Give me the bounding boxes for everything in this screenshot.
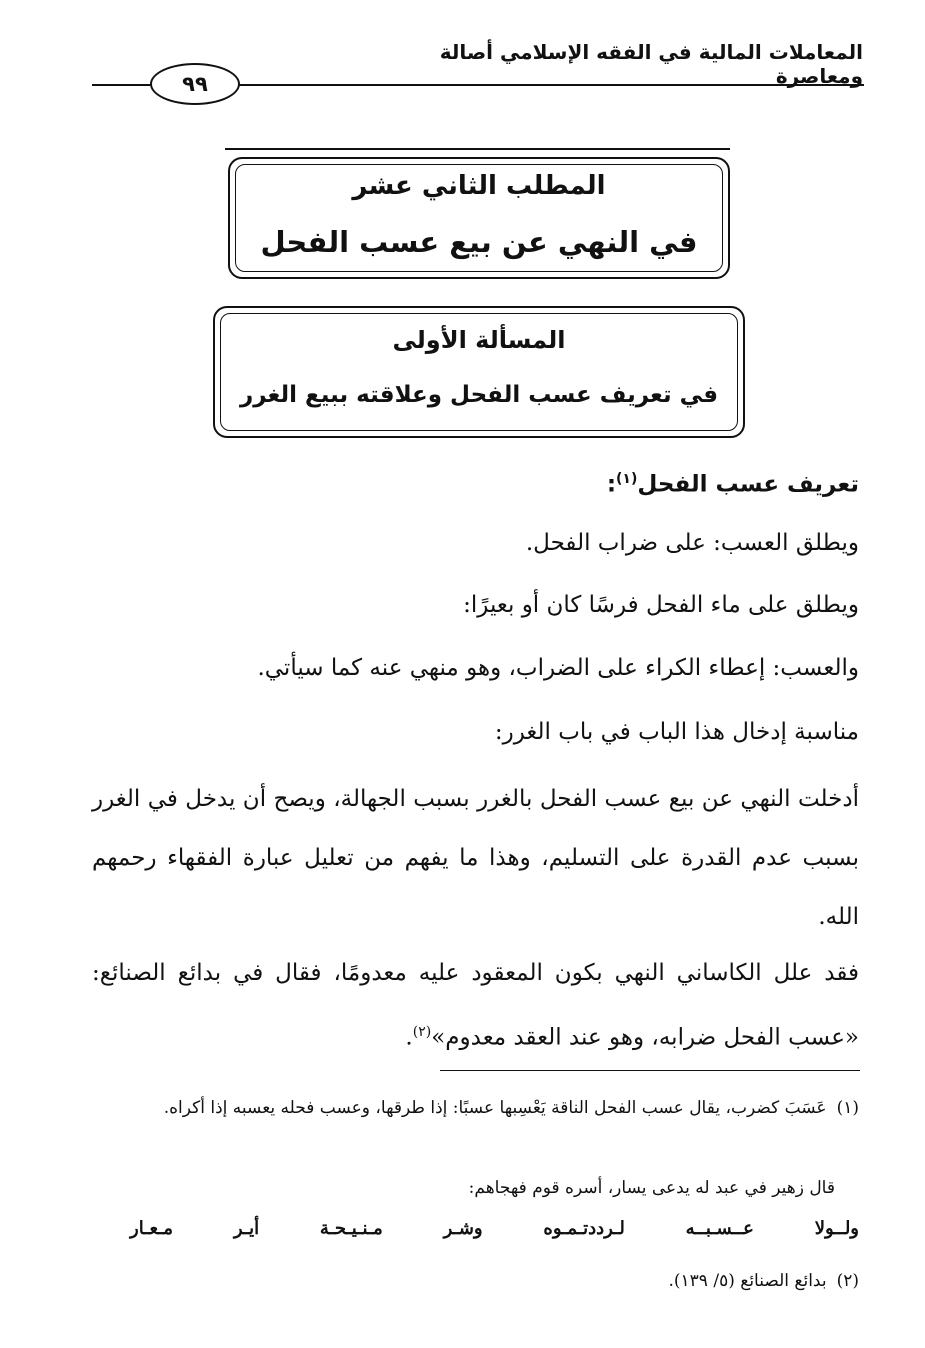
issue-title-line1: المسألة الأولى <box>392 326 566 354</box>
poem-word: ولــولا <box>814 1218 859 1239</box>
poem-word: مـنـيـحـة <box>319 1218 383 1239</box>
poem-word: أيـر <box>233 1218 260 1239</box>
poem-verse <box>130 1218 859 1239</box>
footnote-rule <box>440 1070 860 1071</box>
body-line-1: ويطلق العسب: على ضراب الفحل. <box>525 530 859 556</box>
poem-word: مـعـار <box>130 1218 174 1239</box>
footnote-ref-2: (٢) <box>412 1024 432 1040</box>
section-title-line1: المطلب الثاني عشر <box>352 171 606 201</box>
poem-word: لـرددتـمـوه <box>543 1218 625 1239</box>
section-title-frame <box>228 157 730 279</box>
page-number: ٩٩ <box>150 63 240 105</box>
footnote-1-text: عَسَبَ كضرب، يقال عسب الفحل الناقة يَعْسِبها عسبًا: إذا طرقها، وعسب فحله يعسبه إذا أكراه. <box>163 1098 827 1118</box>
issue-title-line2: في تعريف عسب الفحل وعلاقته ببيع الغرر <box>239 382 718 408</box>
footnote-2 <box>92 1265 859 1297</box>
body-line-2: ويطلق على ماء الفحل فرسًا كان أو بعيرًا: <box>463 592 859 618</box>
poem-word: عــسـبــه <box>685 1218 754 1239</box>
footnote-2-text: بدائع الصنائع (٥/ ١٣٩). <box>668 1271 827 1291</box>
section-title-line2: في النهي عن بيع عسب الفحل <box>260 225 698 259</box>
paragraph-2-end: . <box>405 1024 413 1051</box>
footnote-1-verse-intro: قال زهير في عبد له يدعى يسار، أسره قوم فهجاهم: <box>468 1178 835 1198</box>
body-line-4: مناسبة إدخال هذا الباب في باب الغرر: <box>494 719 859 745</box>
paragraph-2 <box>92 944 859 1068</box>
running-title: المعاملات المالية في الفقه الإسلامي أصالة ومعاصرة <box>439 40 863 88</box>
footnote-ref-1: (١) <box>616 471 638 487</box>
footnote-1-label: (١) <box>836 1098 859 1118</box>
issue-title-frame <box>213 306 745 438</box>
paragraph-2-text: فقد علل الكاساني النهي بكون المعقود عليه معدومًا، فقال في بدائع الصنائع: «عسب الفحل ضرابه، وهو عند العقد معدوم» <box>92 960 859 1051</box>
footnote-2-label: (٢) <box>836 1271 859 1291</box>
footnote-1 <box>92 1092 859 1124</box>
title-top-rule <box>225 148 730 150</box>
paragraph-1: أدخلت النهي عن بيع عسب الفحل بالغرر بسبب الجهالة، ويصح أن يدخل في الغرر بسبب عدم القدرة على التسليم، وهذا ما يفهم من تعليل عبارة الفقهاء رحمهم الله. <box>92 786 859 930</box>
definition-heading <box>607 462 859 502</box>
body-line-3: والعسب: إعطاء الكراء على الضراب، وهو منهي عنه كما سيأتي. <box>257 655 859 681</box>
poem-word: وشـر <box>443 1218 483 1239</box>
definition-heading-text: تعريف عسب الفحل <box>637 471 859 498</box>
definition-heading-colon: : <box>606 471 617 498</box>
